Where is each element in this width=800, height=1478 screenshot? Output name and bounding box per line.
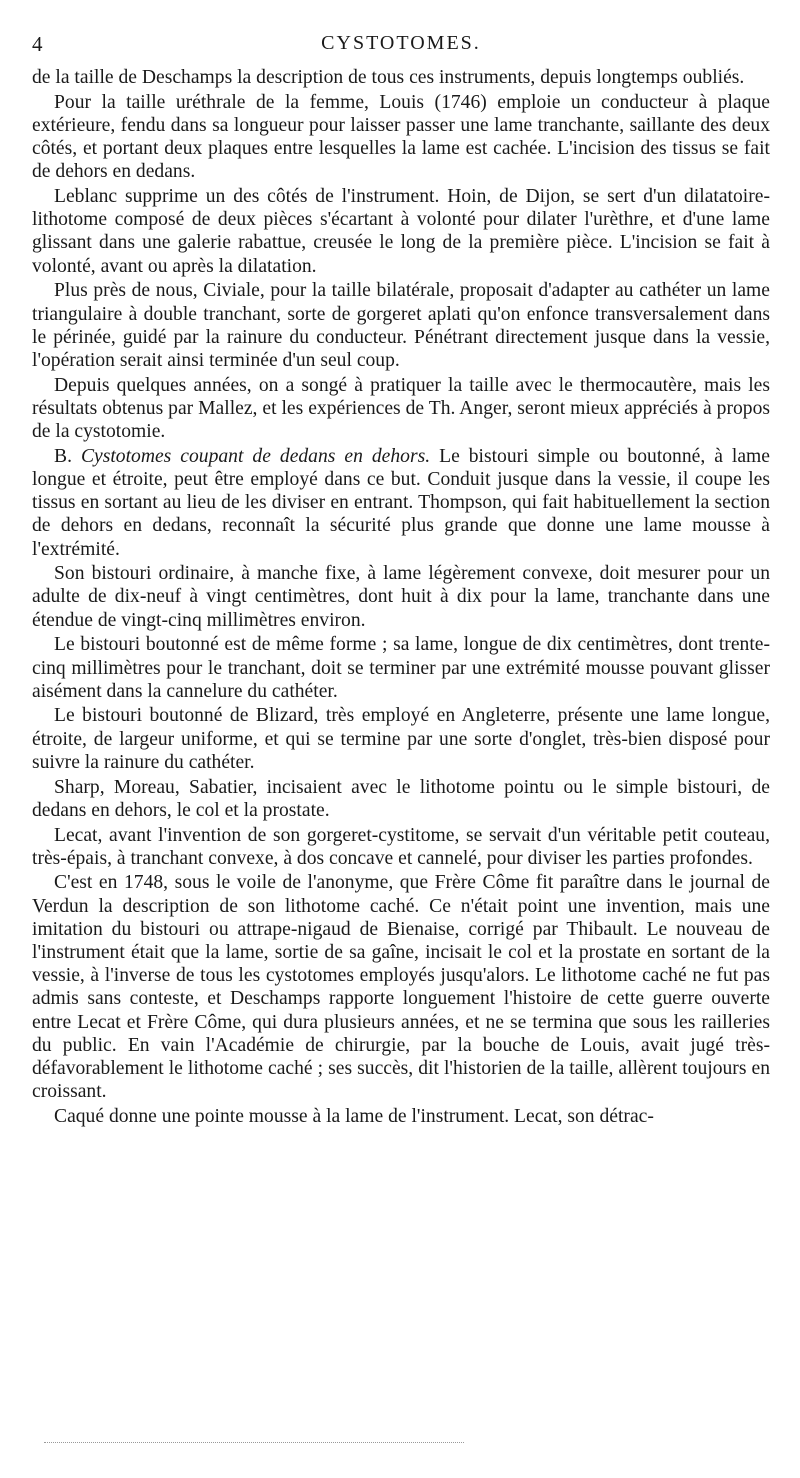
paragraph: C'est en 1748, sous le voile de l'anonyme, que Frère Côme fit paraître dans le journal de Verdun la description de son lithotome caché. Ce n'était point une invention, mais une imitation du bistouri ou attrape-nigaud de Bienaise, corrigé par Thibault. Le nouveau de l'instrument était que la lame, sortie de sa gaîne, incisait le col et la prostate en sortant de la vessie, à l'inverse de tous les cystotomes employés jusqu'alors. Le lithotome caché ne fut pas admis sans conteste, et Deschamps rapporte longuement l'histoire de cette guerre ouverte entre Lecat et Frère Côme, qui dura plusieurs années, et ne se termina que sous les railleries du public. En vain l'Académie de chirurgie, par la bouche de Louis, avait jugé très-défavorablement le lithotome caché ; ses succès, dit l'historien de la taille, allèrent toujours en croissant. [32, 872, 770, 1103]
section-label: B. [54, 445, 72, 467]
section-b-paragraph [32, 445, 770, 561]
paragraph: Plus près de nous, Civiale, pour la taille bilatérale, proposait d'adapter au cathéter un lame triangulaire à double tranchant, sorte de gorgeret aplati qu'on enfonce transversalement dans le périnée, guidé par la rainure du conducteur. Pénétrant directement jusque dans la vessie, l'opération serait ainsi terminée d'un seul coup. [32, 280, 770, 371]
paragraph: Le bistouri boutonné est de même forme ; sa lame, longue de dix centimètres, dont trente-cinq millimètres pour le tranchant, doit se terminer par une extrémité mousse pouvant glisser aisément dans la cannelure du cathéter. [32, 634, 770, 702]
section-title: Cystotomes coupant de dedans en dehors. [80, 445, 431, 467]
paragraph: Le bistouri boutonné de Blizard, très employé en Angleterre, présente une lame longue, étroite, de largeur uniforme, et qui se termine par une sorte d'onglet, très-bien disposé pour suivre la rainure du cathéter. [32, 705, 770, 773]
paragraph: Leblanc supprime un des côtés de l'instrument. Hoin, de Dijon, se sert d'un dilatatoire-lithotome composé de deux pièces s'écartant à volonté pour dilater l'urèthre, et d'une lame glissant dans une galerie rabattue, creusée le long de la première pièce. L'incision se fait à volonté, avant ou après la dilatation. [32, 186, 770, 277]
paragraph: Lecat, avant l'invention de son gorgeret-cystitome, se servait d'un véritable petit couteau, très-épais, à tranchant convexe, à dos concave et cannelé, pour diviser les parties profondes. [32, 824, 770, 869]
paragraph: Sharp, Moreau, Sabatier, incisaient avec le lithotome pointu ou le simple bistouri, de dedans en dehors, le col et la prostate. [32, 776, 770, 821]
section-text: Le bistouri simple ou boutonné, à lame longue et étroite, peut être employé dans ce but. Conduit jusque dans la vessie, il coupe les tissus en sortant au lieu de les diviser en entrant. Thompson, qui fait habituellement la section de dehors en dedans, reconnaît la sécurité plus grande que donne une lame mousse à l'extrémité. [32, 445, 770, 560]
footer-rule [44, 1442, 464, 1443]
page-number: 4 [32, 32, 45, 56]
paragraph: Son bistouri ordinaire, à manche fixe, à lame légèrement convexe, doit mesurer pour un adulte de dix-neuf à vingt centimètres, dont huit à dix pour la lame, tranchante dans une étendue de vingt-cinq millimètres environ. [32, 563, 770, 631]
running-title: CYSTOTOMES. [321, 32, 481, 54]
paragraph: de la taille de Deschamps la description de tous ces instruments, depuis longtemps oubliés. [32, 67, 745, 88]
paragraph: Depuis quelques années, on a songé à pratiquer la taille avec le thermocautère, mais les résultats obtenus par Mallez, et les expériences de Th. Anger, seront mieux appréciés à propos de la cystotomie. [32, 374, 770, 443]
page-header [32, 28, 770, 58]
paragraph: Pour la taille uréthrale de la femme, Louis (1746) emploie un conducteur à plaque extérieure, fendu dans sa longueur pour laisser passer une lame tranchante, saillante des deux côtés, et portant deux plaques entre lesquelles la lame est cachée. L'incision des tissus se fait de dehors en dedans. [32, 91, 770, 183]
paragraph: Caqué donne une pointe mousse à la lame de l'instrument. Lecat, son détrac- [54, 1105, 654, 1127]
body-text [32, 66, 770, 1128]
